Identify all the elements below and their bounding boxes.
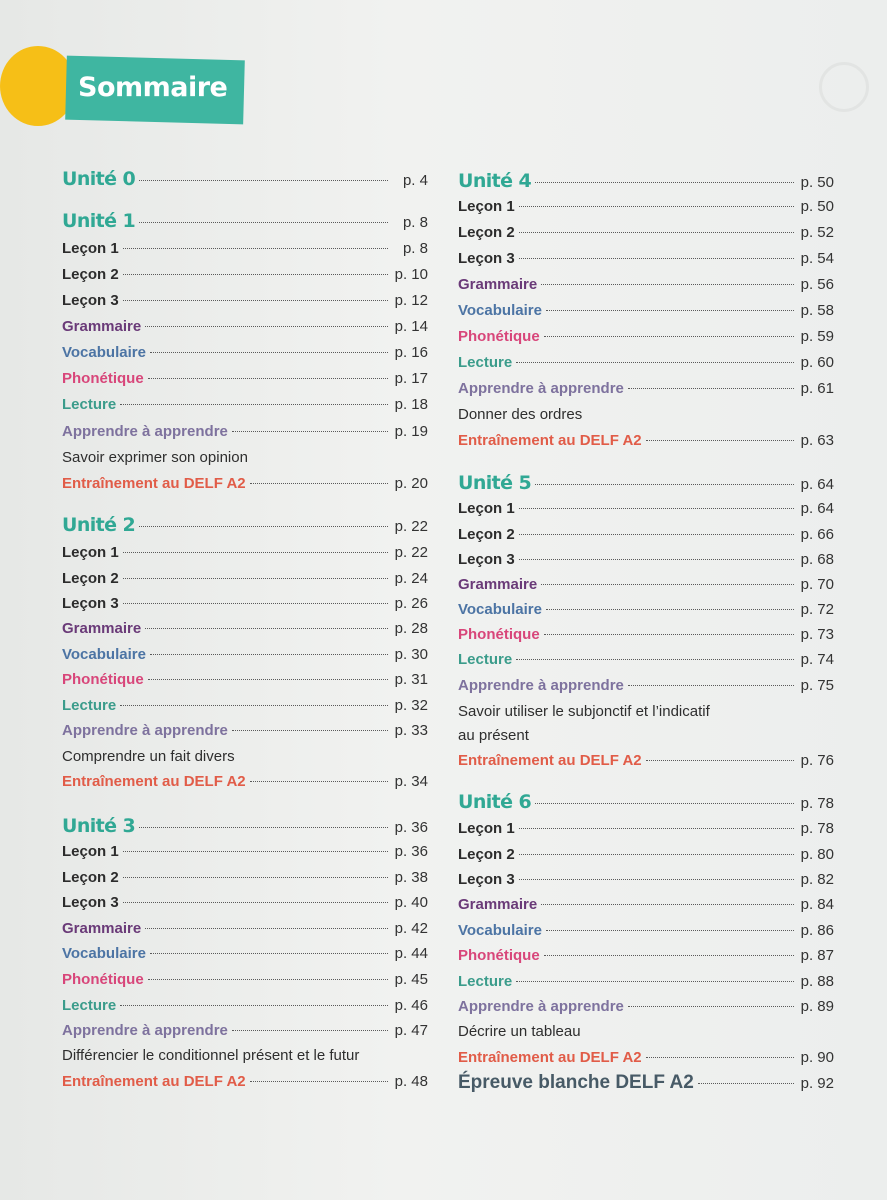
toc-entry-label: Comprendre un fait divers [62,748,235,765]
dot-leader [123,578,388,579]
toc-entry-label: Phonétique [62,671,144,688]
dot-leader [519,232,794,233]
toc-entry-label: Grammaire [62,920,142,937]
toc-entry-label: Leçon 2 [62,570,119,587]
toc-entry[interactable] [458,380,834,397]
toc-entry-label: Phonétique [458,947,540,964]
toc-entry[interactable] [62,514,428,536]
dot-leader [250,1081,388,1082]
toc-entry[interactable] [62,1047,428,1064]
dot-leader [123,603,388,604]
toc-entry[interactable] [62,370,428,387]
toc-entry-page: p. 89 [800,998,834,1015]
toc-entry-label: Leçon 2 [62,266,119,283]
toc-entry-page: p. 33 [394,722,428,739]
toc-entry-page: p. 75 [800,677,834,694]
toc-entry[interactable] [62,544,428,561]
toc-entry[interactable] [458,1023,834,1040]
toc-entry-page: p. 8 [402,214,428,231]
toc-entry[interactable] [458,354,834,371]
toc-entry-page: p. 14 [394,318,428,335]
toc-entry[interactable] [62,671,428,688]
toc-entry[interactable] [62,646,428,663]
dot-leader [232,431,388,432]
dot-leader [519,854,794,855]
toc-entry-page: p. 30 [394,646,428,663]
dot-leader [541,584,794,585]
toc-entry-label: Leçon 2 [458,846,515,863]
toc-entry-page: p. 78 [800,820,834,837]
toc-entry-page: p. 60 [800,354,834,371]
toc-entry-page: p. 31 [394,671,428,688]
toc-entry[interactable] [458,651,834,668]
dot-leader [541,904,794,905]
toc-entry-label: Unité 0 [62,168,136,190]
toc-entry-page: p. 18 [394,396,428,413]
toc-entry[interactable] [62,475,428,492]
toc-entry-label: Leçon 1 [458,198,515,215]
dot-leader [123,877,388,878]
toc-entry[interactable] [458,198,834,215]
toc-entry-label: Apprendre à apprendre [458,677,624,694]
dot-leader [120,705,388,706]
toc-entry-label: Unité 5 [458,472,532,494]
toc-entry[interactable] [62,449,428,466]
dot-leader [250,781,388,782]
toc-entry[interactable] [458,998,834,1015]
toc-entry-label: Phonétique [458,328,540,345]
toc-entry-label: Leçon 3 [458,871,515,888]
dot-leader [148,378,388,379]
toc-entry-label: Unité 1 [62,210,136,232]
toc-entry-label: Leçon 3 [458,250,515,267]
toc-entry-label: Lecture [458,973,513,990]
toc-entry-label: Vocabulaire [458,302,542,319]
dot-leader [535,182,794,183]
toc-entry-label: Apprendre à apprendre [458,998,624,1015]
toc-entry-page: p. 61 [800,380,834,397]
toc-entry-label: au présent [458,727,529,744]
toc-entry-label: Lecture [62,997,117,1014]
dot-leader [544,955,794,956]
toc-entry-page: p. 22 [394,518,428,535]
dot-leader [519,828,794,829]
toc-entry[interactable] [458,846,834,863]
toc-entry[interactable] [62,292,428,309]
dot-leader [232,1030,388,1031]
toc-entry-page: p. 90 [800,1049,834,1066]
toc-entry-label: Grammaire [62,620,142,637]
toc-entry[interactable] [62,997,428,1014]
dot-leader [546,310,794,311]
toc-entry[interactable] [458,250,834,267]
toc-entry[interactable] [62,620,428,637]
dot-leader [150,352,388,353]
toc-entry-label: Vocabulaire [62,646,146,663]
toc-entry-label: Leçon 3 [62,595,119,612]
toc-entry-page: p. 56 [800,276,834,293]
toc-entry[interactable] [62,570,428,587]
toc-entry-page: p. 16 [394,344,428,361]
toc-entry-label: Leçon 1 [62,544,119,561]
toc-entry[interactable] [458,526,834,543]
toc-entry-page: p. 38 [394,869,428,886]
toc-entry-label: Leçon 3 [458,551,515,568]
toc-entry-label: Vocabulaire [458,922,542,939]
toc-entry-label: Grammaire [458,276,538,293]
toc-entry-label: Phonétique [62,370,144,387]
toc-entry[interactable] [62,815,428,837]
toc-entry[interactable] [62,210,428,232]
toc-entry-label: Vocabulaire [62,344,146,361]
toc-entry[interactable] [62,773,428,790]
dot-leader [139,222,388,223]
toc-entry[interactable] [62,894,428,911]
toc-entry-page: p. 52 [800,224,834,241]
toc-entry-page: p. 34 [394,773,428,790]
toc-entry-label: Apprendre à apprendre [62,722,228,739]
toc-entry[interactable] [62,843,428,860]
toc-entry-label: Donner des ordres [458,406,583,423]
toc-entry[interactable] [458,922,834,939]
toc-entry-label: Grammaire [62,318,142,335]
dot-leader [519,206,794,207]
dot-leader [535,484,794,485]
toc-entry-label: Vocabulaire [458,601,542,618]
dot-leader [646,440,794,441]
toc-entry[interactable] [62,1022,428,1039]
toc-entry[interactable] [458,224,834,241]
toc-entry-label: Leçon 1 [62,240,119,257]
toc-entry[interactable] [62,869,428,886]
dot-leader [148,679,388,680]
toc-entry-page: p. 80 [800,846,834,863]
toc-entry-page: p. 36 [394,843,428,860]
toc-entry-page: p. 12 [394,292,428,309]
toc-entry[interactable] [62,318,428,335]
toc-entry-label: Savoir exprimer son opinion [62,449,248,466]
toc-entry[interactable] [458,677,834,694]
toc-entry[interactable] [458,406,834,423]
toc-entry-page: p. 92 [800,1075,834,1092]
toc-entry-page: p. 10 [394,266,428,283]
toc-entry-label: Unité 6 [458,791,532,813]
toc-entry[interactable] [62,748,428,765]
dot-leader [628,388,794,389]
toc-entry[interactable] [458,276,834,293]
dot-leader [698,1083,794,1084]
toc-entry-label: Entraînement au DELF A2 [458,752,642,769]
toc-entry-label: Leçon 3 [62,894,119,911]
toc-entry-label: Grammaire [458,896,538,913]
toc-entry-page: p. 36 [394,819,428,836]
toc-entry-label: Différencier le conditionnel présent et le futur [62,1047,360,1064]
toc-entry[interactable] [458,576,834,593]
toc-entry-page: p. 86 [800,922,834,939]
page-title: Sommaire [78,72,228,103]
toc-entry-page: p. 72 [800,601,834,618]
toc-entry-page: p. 68 [800,551,834,568]
toc-entry-page: p. 48 [394,1073,428,1090]
toc-entry-label: Apprendre à apprendre [62,1022,228,1039]
toc-entry-page: p. 64 [800,500,834,517]
toc-entry-label: Unité 2 [62,514,136,536]
toc-entry-label: Décrire un tableau [458,1023,581,1040]
dot-leader [519,534,794,535]
dot-leader [139,180,388,181]
toc-entry[interactable] [458,500,834,517]
toc-entry[interactable] [458,432,834,449]
toc-entry-label: Entraînement au DELF A2 [62,1073,246,1090]
toc-entry-label: Lecture [62,697,117,714]
dot-leader [519,258,794,259]
dot-leader [516,659,794,660]
toc-entry-page: p. 78 [800,795,834,812]
toc-entry-page: p. 24 [394,570,428,587]
dot-leader [628,685,794,686]
toc-entry-page: p. 4 [402,172,428,189]
toc-entry-page: p. 42 [394,920,428,937]
toc-entry[interactable] [458,947,834,964]
dot-leader [139,526,388,527]
dot-leader [628,1006,794,1007]
toc-entry[interactable] [62,945,428,962]
dot-leader [123,248,388,249]
toc-entry-page: p. 32 [394,697,428,714]
toc-entry[interactable] [458,328,834,345]
toc-entry[interactable] [62,266,428,283]
decorative-circle-icon [819,62,869,112]
toc-entry[interactable] [62,920,428,937]
toc-entry[interactable] [62,240,428,257]
dot-leader [123,552,388,553]
dot-leader [646,1057,794,1058]
toc-entry-label: Leçon 1 [458,500,515,517]
toc-entry-page: p. 44 [394,945,428,962]
toc-entry-page: p. 63 [800,432,834,449]
toc-entry[interactable] [458,820,834,837]
toc-entry-label: Grammaire [458,576,538,593]
toc-entry-page: p. 76 [800,752,834,769]
toc-entry-label: Unité 4 [458,170,532,192]
dot-leader [546,930,794,931]
toc-entry-label: Entraînement au DELF A2 [62,475,246,492]
toc-entry-label: Leçon 1 [458,820,515,837]
toc-entry[interactable] [458,302,834,319]
toc-entry-page: p. 82 [800,871,834,888]
toc-entry-label: Savoir utiliser le subjonctif et l’indicatif [458,703,710,720]
dot-leader [145,628,388,629]
toc-entry-page: p. 17 [394,370,428,387]
toc-entry-page: p. 88 [800,973,834,990]
toc-entry-label: Vocabulaire [62,945,146,962]
toc-entry[interactable] [458,871,834,888]
toc-entry-page: p. 20 [394,475,428,492]
dot-leader [123,902,388,903]
toc-entry-page: p. 19 [394,423,428,440]
dot-leader [120,1005,388,1006]
toc-entry[interactable] [458,973,834,990]
toc-entry[interactable] [62,1073,428,1090]
toc-entry-label: Lecture [62,396,117,413]
toc-entry[interactable] [458,752,834,769]
toc-entry-page: p. 22 [394,544,428,561]
toc-entry[interactable] [458,896,834,913]
toc-entry[interactable] [458,170,834,192]
toc-entry-label: Leçon 2 [62,869,119,886]
toc-entry[interactable] [62,971,428,988]
dot-leader [646,760,794,761]
toc-entry-page: p. 58 [800,302,834,319]
toc-entry-label: Leçon 2 [458,224,515,241]
toc-entry-page: p. 46 [394,997,428,1014]
toc-entry[interactable] [458,791,834,813]
dot-leader [139,827,388,828]
dot-leader [544,336,794,337]
dot-leader [123,300,388,301]
toc-entry-page: p. 28 [394,620,428,637]
toc-entry-label: Leçon 1 [62,843,119,860]
toc-entry-page: p. 73 [800,626,834,643]
toc-entry-label: Épreuve blanche DELF A2 [458,1072,694,1093]
dot-leader [516,981,794,982]
dot-leader [145,928,388,929]
toc-entry-label: Leçon 2 [458,526,515,543]
toc-entry-label: Entraînement au DELF A2 [62,773,246,790]
toc-entry[interactable] [62,697,428,714]
dot-leader [232,730,388,731]
toc-entry-page: p. 59 [800,328,834,345]
toc-entry[interactable] [62,396,428,413]
toc-entry[interactable] [458,1049,834,1066]
dot-leader [535,803,794,804]
dot-leader [145,326,388,327]
toc-entry-page: p. 64 [800,476,834,493]
toc-entry[interactable] [458,626,834,643]
toc-entry[interactable] [62,595,428,612]
dot-leader [123,851,388,852]
dot-leader [123,274,388,275]
toc-entry[interactable] [458,551,834,568]
dot-leader [250,483,388,484]
toc-entry[interactable] [458,727,834,744]
toc-entry[interactable] [62,423,428,440]
dot-leader [120,404,388,405]
toc-entry[interactable] [458,1072,834,1094]
dot-leader [519,559,794,560]
toc-entry-label: Lecture [458,651,513,668]
toc-entry-page: p. 45 [394,971,428,988]
toc-entry[interactable] [62,344,428,361]
dot-leader [546,609,794,610]
dot-leader [150,654,388,655]
toc-entry-page: p. 47 [394,1022,428,1039]
dot-leader [544,634,794,635]
toc-entry-page: p. 84 [800,896,834,913]
toc-entry-page: p. 50 [800,174,834,191]
toc-entry[interactable] [458,601,834,618]
toc-entry-page: p. 8 [402,240,428,257]
toc-entry[interactable] [458,472,834,494]
toc-entry-label: Phonétique [458,626,540,643]
toc-entry-label: Leçon 3 [62,292,119,309]
toc-entry-label: Phonétique [62,971,144,988]
toc-entry-page: p. 40 [394,894,428,911]
toc-entry[interactable] [62,168,428,190]
toc-entry-page: p. 87 [800,947,834,964]
dot-leader [519,879,794,880]
toc-entry-label: Unité 3 [62,815,136,837]
dot-leader [516,362,794,363]
toc-entry-page: p. 74 [800,651,834,668]
toc-entry[interactable] [62,722,428,739]
toc-entry-page: p. 66 [800,526,834,543]
toc-entry-page: p. 50 [800,198,834,215]
toc-entry[interactable] [458,703,834,720]
toc-entry-label: Apprendre à apprendre [62,423,228,440]
toc-entry-label: Entraînement au DELF A2 [458,1049,642,1066]
toc-entry-page: p. 26 [394,595,428,612]
toc-entry-label: Apprendre à apprendre [458,380,624,397]
dot-leader [541,284,794,285]
dot-leader [148,979,388,980]
dot-leader [519,508,794,509]
toc-entry-page: p. 70 [800,576,834,593]
dot-leader [150,953,388,954]
toc-entry-label: Lecture [458,354,513,371]
toc-entry-page: p. 54 [800,250,834,267]
toc-entry-label: Entraînement au DELF A2 [458,432,642,449]
